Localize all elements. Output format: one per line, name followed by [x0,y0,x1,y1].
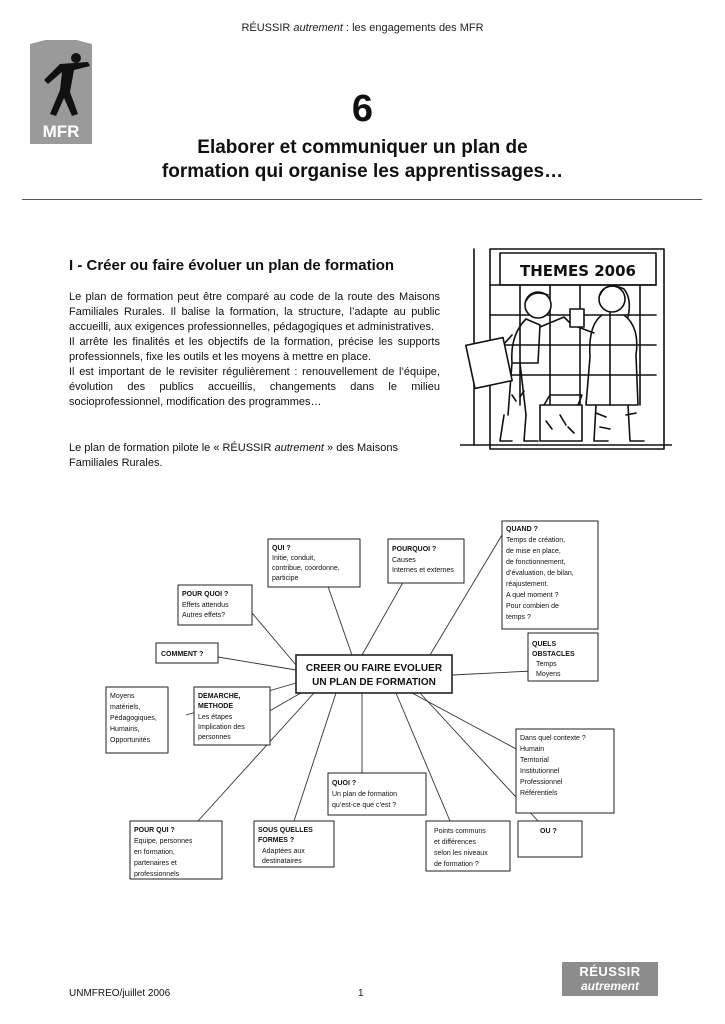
ou-title: OU ? [540,828,557,835]
qui-line: participe [272,575,299,582]
badge-line1: RÉUSSIR [579,964,641,979]
points-line: de formation ? [434,861,479,868]
pour-quoi-line: Effets attendus [182,602,229,609]
reussir-autrement-badge [562,962,658,996]
pour-qui-line: en formation, [134,849,175,856]
pour-qui-title: POUR QUI ? [134,827,175,834]
points-line: selon les niveaux [434,850,488,857]
quand-line: d’évaluation, de bilan, [506,570,574,577]
chapter-number: 6 [351,88,374,130]
paragraph: Le plan de formation peut être comparé au code de la route des Maisons Familiales Rurales. Il balise la formation, la structure, l’adapte au public accueilli, aux exigences professionnelles, pédagogiques et administratives. [69,291,440,333]
section-closing [69,441,440,471]
moyens-line: Moyens [110,693,135,700]
demarche-line: personnes [198,734,231,741]
comment-title: COMMENT ? [161,651,204,658]
quand-line: de fonctionnement, [506,559,566,566]
paragraph: Il est important de le revisiter régulièrement : renouvellement de l’équipe, évolution des publics accueillis, changements dans le milieu socioprofessionnel, modification des programmes… [69,366,440,408]
center-box-line1: CREER OU FAIRE EVOLUER [305,663,443,674]
section-body [69,290,440,410]
obstacles-title: OBSTACLES [532,651,575,658]
contexte-line: Référentiels [520,790,558,797]
cartoon-illustration [460,245,672,455]
moyens-line: matériels, [110,704,141,711]
demarche-title: DEMARCHE, [198,693,241,700]
points-line: Points communs [434,828,486,835]
header-italic: autrement [293,22,343,34]
footer-left: UNMFREO/juillet 2006 [69,988,171,999]
pour-qui-line: Equipe, personnes [134,838,193,845]
quand-line: Pour combien de [506,603,559,610]
contexte-line: Professionnel [520,779,563,786]
quoi-line: qu’est-ce que c’est ? [332,802,397,809]
pourquoi-line: Internes et externes [392,567,454,574]
obstacles-title: QUELS [532,641,557,648]
formes-title: FORMES ? [258,837,295,844]
contexte-line: Dans quel contexte ? [520,735,586,742]
quoi-title: QUOI ? [332,780,357,787]
quand-title: QUAND ? [506,526,538,533]
quand-line: A quel moment ? [506,592,559,599]
center-box-line2: UN PLAN DE FORMATION [312,677,436,688]
formes-line: destinataires [262,858,302,865]
badge-line2: autrement [580,979,639,993]
pour-qui-line: partenaires et [134,860,177,867]
pour-quoi-title: POUR QUOI ? [182,591,229,598]
page-number: 1 [358,988,364,999]
contexte-line: Humain [520,746,545,753]
quand-line: Temps de création, [506,537,566,544]
cartoon-board-text: THEMES 2006 [520,262,636,280]
pour-qui-line: professionnels [134,871,180,878]
mind-map-diagram [100,515,625,900]
qui-title: QUI ? [272,545,291,552]
quand-line: temps ? [506,614,531,621]
moyens-line: Pédagogiques, [110,715,157,722]
formes-line: Adaptées aux [262,848,305,855]
moyens-line: Opportunités [110,737,151,744]
qui-line: Initie, conduit, [272,555,316,562]
paragraph: Il arrête les finalités et les objectifs de la formation, précise les supports professionnels, fixe les outils et les moyens à mettre en place. [69,336,440,363]
moyens-line: Humains, [110,726,140,733]
obstacles-line: Moyens [536,671,561,678]
chapter-title: Elaborer et communiquer un plan de formation qui organise les apprentissages… [161,137,564,182]
pour-quoi-line: Autres effets? [182,612,226,619]
running-header: RÉUSSIR autrement : les engagements des MFR [241,22,484,34]
quand-line: de mise en place, [506,548,561,555]
header-divider [22,199,702,200]
quand-line: réajustement. [506,581,549,588]
pourquoi-title: POURQUOI ? [392,546,437,553]
section-title: I - Créer ou faire évoluer un plan de formation [69,257,395,274]
qui-line: contribue, coordonne, [272,565,340,572]
obstacles-line: Temps [536,661,557,668]
quoi-line: Un plan de formation [332,791,397,798]
contexte-line: Territorial [520,757,549,764]
contexte-line: Institutionnel [520,768,560,775]
paragraph: Le plan de formation pilote le « RÉUSSIR autrement » des Maisons Familiales Rurales. [69,442,398,469]
logo-text: MFR [42,122,80,141]
points-line: et différences [434,839,476,846]
demarche-line: Implication des [198,724,245,731]
demarche-title: METHODE [198,703,233,710]
formes-title: SOUS QUELLES [258,827,313,834]
pourquoi-line: Causes [392,557,416,564]
demarche-line: Les étapes [198,714,233,721]
